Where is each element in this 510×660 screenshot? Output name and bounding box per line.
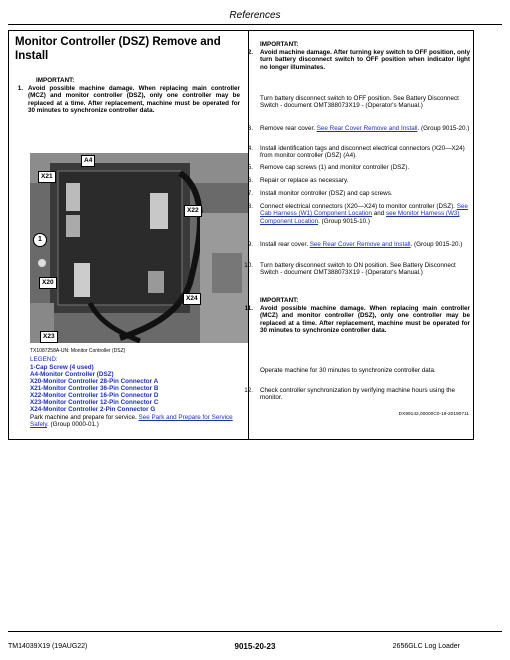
step-number: 9. xyxy=(247,241,253,248)
column-divider xyxy=(248,31,249,439)
step-number: 5. xyxy=(247,164,253,171)
callout-x23: X23 xyxy=(40,331,58,343)
callout-1: 1 xyxy=(33,233,47,247)
step-6-text: Repair or replace as necessary. xyxy=(260,177,349,184)
footer-model: 2656GLC Log Loader xyxy=(392,643,460,650)
step-number: 3. xyxy=(247,125,253,132)
step-8-ref: . (Group 9015-10.) xyxy=(318,217,370,225)
document-code: DX99142,00000C0-19-20190711 xyxy=(398,412,469,417)
step-4-text: Install identification tags and disconnect electrical connectors (X20—X24) from monitor controller (DSZ) (A4). xyxy=(260,145,465,160)
step-8-text xyxy=(260,203,470,225)
battery-off-text: Turn battery disconnect switch to OFF position. See Battery Disconnect Switch - document OMT388073X19 - (Operator's Manual.) xyxy=(260,95,459,110)
legend-item: X21-Monitor Controller 36-Pin Connector B xyxy=(30,385,159,392)
park-instruction xyxy=(30,414,242,429)
cab-harness-link[interactable]: See Cab Harness (W1) Component Location xyxy=(260,203,468,218)
step-number: 2. xyxy=(247,49,253,56)
park-prepare-link[interactable]: See Park and Prepare for Service Safely xyxy=(30,414,233,429)
synchronize-text: Operate machine for 30 minutes to synchronize controller data. xyxy=(260,367,436,374)
callout-x24: X24 xyxy=(183,293,201,305)
header-rule xyxy=(8,24,502,25)
park-text: Park machine and prepare for service. xyxy=(30,414,137,421)
step-2-text: Avoid machine damage. After turning key switch to OFF position, only turn battery disconnect switch to OFF position when indicator light no longer illuminates. xyxy=(260,49,470,71)
step-number: 7. xyxy=(247,190,253,197)
important-label: IMPORTANT: xyxy=(36,77,75,84)
step-1-text: Avoid possible machine damage. When replacing main controller (MCZ) and monitor controller (DSZ), only one controller may be replaced at a time. After replacement, machine must be operated for 30 minutes to synchronize controller data. xyxy=(28,85,240,115)
park-ref: . (Group 0000-01.) xyxy=(47,421,99,429)
legend-item: X24-Monitor Controller 2-Pin Connector G xyxy=(30,406,156,413)
controller-photo xyxy=(30,153,248,343)
step-12-text: Check controller synchronization by verifying machine hours using the monitor. xyxy=(260,387,455,402)
footer-rule xyxy=(8,631,502,632)
step-7-text: Install monitor controller (DSZ) and cap screws. xyxy=(260,190,393,197)
step-3-text xyxy=(260,125,470,132)
step-number: 10. xyxy=(244,262,253,269)
footer-tm-number: TM14039X19 (19AUG22) xyxy=(8,643,88,650)
step-number: 6. xyxy=(247,177,253,184)
step-number: 8. xyxy=(247,203,253,210)
step-3-ref: . (Group 9015-20.) xyxy=(417,125,470,132)
step-number: 12. xyxy=(244,387,253,394)
footer-page-number: 9015-20-23 xyxy=(234,642,276,651)
legend-item: 1-Cap Screw (4 used) xyxy=(30,364,94,371)
legend-item: X23-Monitor Controller 12-Pin Connector C xyxy=(30,399,159,406)
step-9-ref: . (Group 9015-20.) xyxy=(410,241,463,248)
step-11-text: Avoid possible machine damage. When replacing main controller (MCZ) and monitor controller (DSZ), only one controller may be replaced at a time. After replacement, machine must be operated for 30 minutes to synchronize controller data. xyxy=(260,305,470,335)
legend-label: LEGEND: xyxy=(30,356,58,363)
step-number: 11. xyxy=(244,305,253,312)
rear-cover-link[interactable]: See Rear Cover Remove and Install xyxy=(316,125,418,132)
legend-item: X22-Monitor Controller 16-Pin Connector D xyxy=(30,392,159,399)
step-8-and: and xyxy=(373,210,385,218)
step-number: 4. xyxy=(247,145,253,152)
procedure-box xyxy=(8,30,474,440)
step-number: 1. xyxy=(17,85,23,92)
step-9-label: Install rear cover. xyxy=(260,241,308,248)
important-label: IMPORTANT: xyxy=(260,41,299,48)
figure-caption: TX1087258A-UN: Monitor Controller (DSZ) xyxy=(30,348,126,354)
section-header: References xyxy=(229,10,281,21)
callout-a4: A4 xyxy=(81,155,95,167)
procedure-title: Monitor Controller (DSZ) Remove and Install xyxy=(15,36,221,62)
legend-item: A4-Monitor Controller (DSZ) xyxy=(30,371,114,378)
step-3-label: Remove rear cover. xyxy=(260,125,315,132)
step-9-text xyxy=(260,241,470,248)
step-8-label: Connect electrical connectors (X20—X24) to monitor controller (DSZ). xyxy=(260,203,455,210)
callout-x22: X22 xyxy=(184,205,202,217)
rear-cover-link[interactable]: See Rear Cover Remove and Install xyxy=(309,241,411,248)
monitor-harness-link[interactable]: see Monitor Harness (W3) Component Location xyxy=(260,210,460,225)
callout-x20: X20 xyxy=(39,277,57,289)
step-5-text: Remove cap screws (1) and monitor controller (DSZ). xyxy=(260,164,410,171)
controller-photo-drawing xyxy=(30,153,248,343)
legend-item: X20-Monitor Controller 28-Pin Connector A xyxy=(30,378,159,385)
important-label: IMPORTANT: xyxy=(260,297,299,304)
callout-x21: X21 xyxy=(38,171,56,183)
step-10-text: Turn battery disconnect switch to ON position. See Battery Disconnect Switch - document OMT388073X19 - (Operator's Manual.) xyxy=(260,262,456,277)
